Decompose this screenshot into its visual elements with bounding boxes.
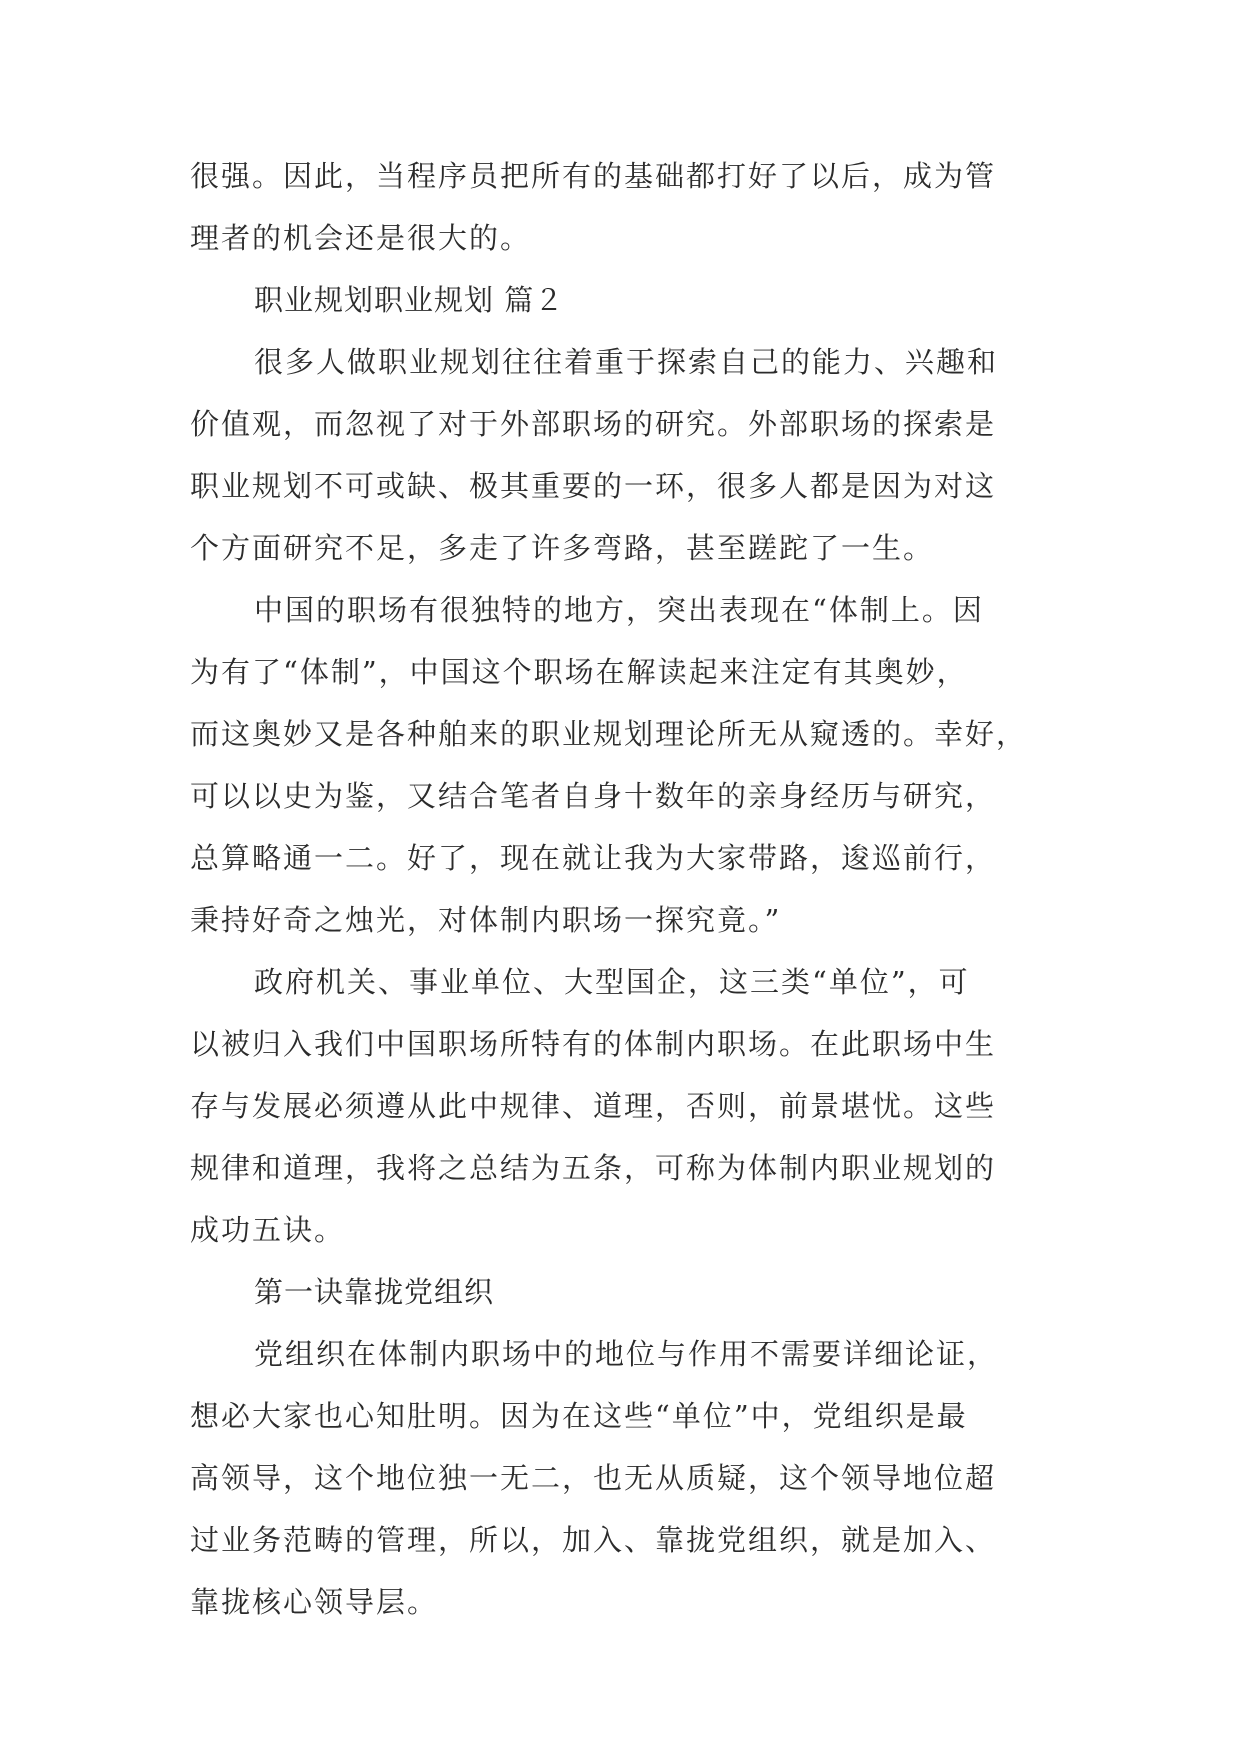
text-line: 规律和道理，我将之总结为五条，可称为体制内职业规划的 bbox=[190, 1151, 997, 1185]
text-line: 总算略通一二。好了，现在就让我为大家带路，逡巡前行， bbox=[190, 841, 997, 875]
text-line: 很强。因此，当程序员把所有的基础都打好了以后，成为管 bbox=[190, 159, 997, 193]
document-body bbox=[190, 158, 1070, 1646]
text-line: 职业规划不可或缺、极其重要的一环，很多人都是因为对这 bbox=[190, 469, 997, 503]
text-line: 想必大家也心知肚明。因为在这些“单位”中，党组织是最 bbox=[190, 1399, 968, 1433]
text-line: 理者的机会还是很大的。 bbox=[190, 221, 532, 255]
section-heading: 第一诀靠拢党组织 bbox=[254, 1275, 495, 1309]
text-line: 高领导，这个地位独一无二，也无从质疑，这个领导地位超 bbox=[190, 1461, 997, 1495]
text-line: 存与发展必须遵从此中规律、道理，否则，前景堪忧。这些 bbox=[190, 1089, 997, 1123]
text-line: 价值观，而忽视了对于外部职场的研究。外部职场的探索是 bbox=[190, 407, 997, 441]
text-line: 秉持好奇之烛光，对体制内职场一探究竟。” bbox=[190, 903, 782, 937]
text-line: 而这奥妙又是各种舶来的职业规划理论所无从窥透的。幸好， bbox=[190, 717, 1028, 751]
text-line: 以被归入我们中国职场所特有的体制内职场。在此职场中生 bbox=[190, 1027, 997, 1061]
text-line: 为有了“体制”，中国这个职场在解读起来注定有其奥妙， bbox=[190, 655, 968, 689]
text-line: 过业务范畴的管理，所以，加入、靠拢党组织，就是加入、 bbox=[190, 1523, 997, 1557]
text-line: 靠拢核心领导层。 bbox=[190, 1585, 439, 1619]
text-line: 个方面研究不足，多走了许多弯路，甚至蹉跎了一生。 bbox=[190, 531, 935, 565]
text-line: 可以以史为鉴，又结合笔者自身十数年的亲身经历与研究， bbox=[190, 779, 997, 813]
section-heading: 职业规划职业规划 篇２ bbox=[254, 283, 565, 317]
text-line: 成功五诀。 bbox=[190, 1213, 346, 1247]
text-line: 政府机关、事业单位、大型国企，这三类“单位”，可 bbox=[254, 965, 970, 999]
text-line: 党组织在体制内职场中的地位与作用不需要详细论证， bbox=[254, 1337, 999, 1371]
text-line: 中国的职场有很独特的地方，突出表现在“体制上。因 bbox=[254, 593, 984, 627]
text-line: 很多人做职业规划往往着重于探索自己的能力、兴趣和 bbox=[254, 345, 999, 379]
